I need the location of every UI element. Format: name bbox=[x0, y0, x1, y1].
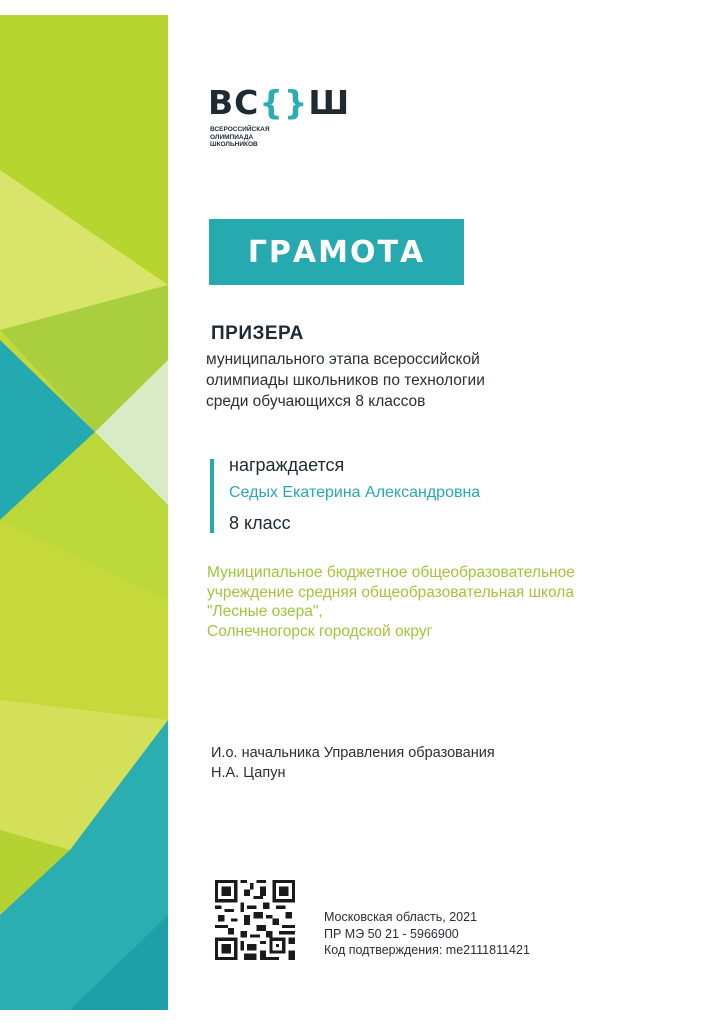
logo-subtitle-line: ШКОЛЬНИКОВ bbox=[210, 141, 258, 148]
school-line: Муниципальное бюджетное общеобразовательное bbox=[207, 564, 575, 581]
footer-place-year: Московская область, 2021 bbox=[324, 910, 478, 924]
description-line: среди обучающихся 8 классов bbox=[206, 393, 426, 410]
description-line: олимпиады школьников по технологии bbox=[206, 372, 485, 389]
document-title: ГРАМОТА bbox=[247, 234, 426, 270]
qr-code bbox=[215, 880, 295, 960]
signer-block bbox=[211, 743, 495, 783]
footer-doc-number: ПР МЭ 50 21 - 5966900 bbox=[324, 926, 459, 941]
recipient-grade: 8 класс bbox=[229, 513, 291, 533]
footer-confirmation-code: Код подтверждения: me2111811421 bbox=[324, 943, 530, 957]
school-line: "Лесные озера", bbox=[207, 603, 323, 620]
logo-bracket: {} bbox=[259, 83, 309, 122]
logo-wordmark bbox=[208, 83, 351, 122]
recipient-name: Седых Екатерина Александровна bbox=[229, 484, 481, 501]
awarded-label: награждается bbox=[229, 455, 345, 475]
school-info bbox=[207, 563, 677, 641]
logo-subtitle-line: ОЛИМПИАДА bbox=[210, 133, 254, 141]
signer-position: И.о. начальника Управления образования bbox=[211, 745, 495, 761]
school-line: Солнечногорск городской округ bbox=[207, 622, 433, 640]
title-banner bbox=[209, 219, 464, 285]
logo-subtitle-line: ВСЕРОССИЙСКАЯ bbox=[210, 126, 270, 133]
logo-subtitle bbox=[210, 126, 330, 149]
award-description bbox=[206, 349, 485, 412]
signer-name: Н.А. Цапун bbox=[211, 765, 286, 781]
logo-letters-start: ВС bbox=[208, 83, 260, 122]
footer-info bbox=[324, 909, 530, 959]
award-type: ПРИЗЕРА bbox=[211, 323, 304, 344]
accent-bar bbox=[210, 459, 214, 533]
logo-letters-end: Ш bbox=[308, 83, 351, 122]
description-line: муниципального этапа всероссийской bbox=[206, 351, 480, 368]
school-line: учреждение средняя общеобразовательная школа bbox=[207, 583, 574, 601]
